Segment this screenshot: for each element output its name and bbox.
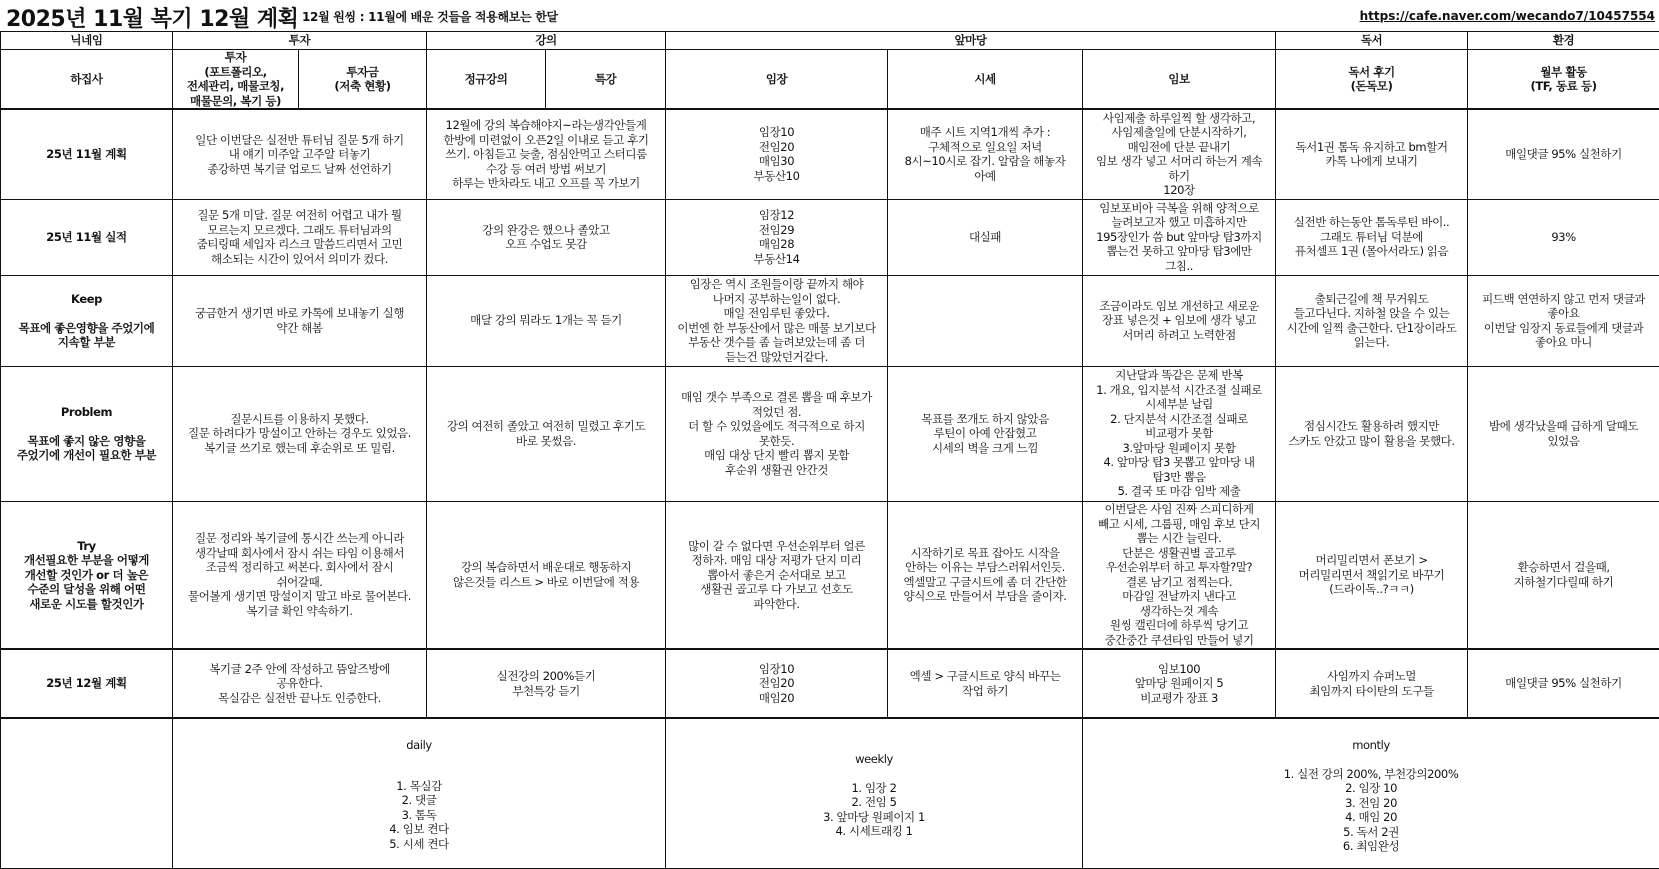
cell-imjang: 매임 갯수 부족으로 결론 뽑을 때 후보가 적었던 점. 더 할 수 있었을에도 적극적으로 하지 못한듯. 매임 대상 단지 빨리 뽑지 못함 후순위 생활권 안간것 [666, 366, 888, 501]
group-env: 환경 [1468, 32, 1659, 50]
group-header-row [1, 32, 1659, 50]
cell-reading: 점심시간도 활용하려 했지만 스카도 안갔고 많이 활용을 못했다. [1276, 366, 1468, 501]
row-label: 25년 12월 계획 [1, 649, 173, 718]
header-invest-money: 투자금 (저축 현황) [299, 50, 427, 110]
cell-reading: 출퇴근길에 책 무거워도 들고다닌다. 지하철 앉을 수 있는 시간에 일찍 출근한다. 단1장이라도 읽는다. [1276, 275, 1468, 366]
cell-invest: 질문 정리와 복기글에 통시간 쓰는게 아니라 생각날때 회사에서 잠시 쉬는 타임 이용해서 조금씩 정리하고 써본다. 회사에서 잠시 쉬어갈때. 물어볼게 생기면 망설이지 말고 바로 물어본다. 복기글 확인 약속하기. [173, 501, 427, 649]
header-special-lecture: 특강 [546, 50, 666, 110]
cafe-link[interactable]: https://cafe.naver.com/wecando7/10457554 [1360, 9, 1655, 23]
row-label: 25년 11월 계획 [1, 109, 173, 199]
monthly-title: montly [1085, 738, 1657, 753]
page-subtitle: 12월 원씽 : 11월에 배운 것들을 적용해보는 한달 [302, 8, 558, 25]
cell-imjang: 임장10 전임20 매임20 [666, 649, 888, 718]
cell-activity: 93% [1468, 199, 1659, 275]
row-keep [1, 275, 1659, 366]
row-label: Keep 목표에 좋은영향을 주었기에 지속할 부분 [1, 275, 173, 366]
cell-activity: 매일댓글 95% 실천하기 [1468, 109, 1659, 199]
cell-sise: 대실패 [888, 199, 1083, 275]
group-apmadang: 앞마당 [666, 32, 1276, 50]
cell-lecture: 12월에 강의 복습해야지~라는생각안들게 한방에 미련없이 오픈2일 이내로 듣고 후기 쓰기. 아침듣고 늦출, 점심안먹고 스터디룸 수강 등 여러 방법 써보기 하루는 반차라도 내고 오프를 꼭 가보기 [427, 109, 666, 199]
monthly-list: 1. 실전 강의 200%, 부천강의200% 2. 임장 10 3. 전임 20 4. 매임 20 5. 독서 2권 6. 최임완성 [1085, 767, 1657, 854]
daily-title: daily [175, 738, 663, 753]
header-reading: 독서 후기 (돈독모) [1276, 50, 1468, 110]
row-label: Try 개선필요한 부분을 어떻게 개선할 것인가 or 더 높은 수준의 달성을 위해 어떤 새로운 시도를 할것인가 [1, 501, 173, 649]
weekly-list: 1. 임장 2 2. 전임 5 3. 앞마당 원페이지 1 4. 시세트래킹 1 [668, 781, 1080, 839]
row-try [1, 501, 1659, 649]
header-nickname: 하집사 [1, 50, 173, 110]
cell-lecture: 실전강의 200%듣기 부천특강 듣기 [427, 649, 666, 718]
group-nickname: 닉네임 [1, 32, 173, 50]
routine-blank [1, 718, 173, 869]
cell-imjang: 임장10 전임20 매임30 부동산10 [666, 109, 888, 199]
cell-sise: 엑셀 > 구글시트로 양식 바꾸는 작업 하기 [888, 649, 1083, 718]
cell-imbo: 임보포비아 극복을 위해 양적으로 늘려보고자 했고 미흡하지만 195장인가 씀 but 앞마당 탑3까지 뽑는건 못하고 앞마당 탑3에만 그침.. [1083, 199, 1276, 275]
group-invest: 투자 [173, 32, 427, 50]
cell-activity: 밤에 생각났을때 급하게 달때도 있었음 [1468, 366, 1659, 501]
group-reading: 독서 [1276, 32, 1468, 50]
cell-sise [888, 275, 1083, 366]
cell-lecture: 강의 여전히 졸았고 여전히 밀렸고 후기도 바로 못썼음. [427, 366, 666, 501]
cell-invest: 궁금한거 생기면 바로 카톡에 보내놓기 실행 약간 해봄 [173, 275, 427, 366]
header-imjang: 임장 [666, 50, 888, 110]
header-regular-lecture: 정규강의 [427, 50, 546, 110]
cell-sise: 시작하기로 목표 잡아도 시작을 안하는 이유는 부담스러워서인듯. 엑셀말고 구글시트에 좀 더 간단한 양식으로 만들어서 부담을 줄이자. [888, 501, 1083, 649]
cell-invest: 복기글 2주 안에 작성하고 뜸알즈방에 공유한다. 목실감은 실전반 끝나도 인증한다. [173, 649, 427, 718]
cell-imbo: 사임제출 하루일찍 할 생각하고, 사임제출일에 단분시작하기, 매임전에 단분 끝내기 임보 생각 넣고 서머리 하는거 계속 하기 120장 [1083, 109, 1276, 199]
cell-imjang: 임장12 전임29 매임28 부동산14 [666, 199, 888, 275]
row-routine [1, 718, 1659, 869]
daily-list: 1. 목실감 2. 댓글 3. 톰독 4. 임보 켠다 5. 시세 켠다 [175, 779, 663, 852]
page-title: 2025년 11월 복기 12월 계획 [6, 2, 298, 33]
row-november-result [1, 199, 1659, 275]
row-problem [1, 366, 1659, 501]
cell-activity: 매일댓글 95% 실천하기 [1468, 649, 1659, 718]
cell-imjang: 많이 갈 수 없다면 우선순위부터 얼른 정하자. 매임 대상 저평가 단지 미리 뽑아서 좋은거 순서대로 보고 생활권 골고루 다 가보고 선호도 파악한다. [666, 501, 888, 649]
cell-imbo: 지난달과 똑같은 문제 반복 1. 개요, 입지분석 시간조절 실패로 시세부분 날림 2. 단지분석 시간조절 실패로 비교평가 못함 3.앞마당 원페이지 못함 4. 앞마당 탑3 못뽑고 앞마당 내 탑3만 뽑음 5. 결국 또 마감 임박 제출 [1083, 366, 1276, 501]
row-november-plan [1, 109, 1659, 199]
column-header-row [1, 50, 1659, 110]
cell-lecture: 강의 완강은 했으나 졸았고 오프 수업도 못감 [427, 199, 666, 275]
header-invest: 투자 (포트폴리오, 전세관리, 매물코칭, 매물문의, 복기 등) [173, 50, 299, 110]
cell-imbo: 임보100 앞마당 원페이지 5 비교평가 장표 3 [1083, 649, 1276, 718]
group-lecture: 강의 [427, 32, 666, 50]
row-label: 25년 11월 실적 [1, 199, 173, 275]
cell-sise: 목표를 쪼개도 하지 않았음 루틴이 아예 안잡혔고 시세의 벽을 크게 느낌 [888, 366, 1083, 501]
title-bar [0, 0, 1659, 31]
monthly-cell [1083, 718, 1659, 869]
cell-invest: 질문시트를 이용하지 못했다. 질문 하려다가 망설이고 안하는 경우도 있었음. 복기글 쓰기로 했는데 후순위로 또 밀림. [173, 366, 427, 501]
weekly-cell [666, 718, 1083, 869]
header-imbo: 임보 [1083, 50, 1276, 110]
row-december-plan [1, 649, 1659, 718]
cell-activity: 환승하면서 걸을때, 지하철기다릴때 하기 [1468, 501, 1659, 649]
cell-reading: 머리밀리면서 폰보기 > 머리밀리면서 책읽기로 바꾸기 (드라이독..?ㅋㅋ) [1276, 501, 1468, 649]
header-activity: 월부 활동 (TF, 동료 등) [1468, 50, 1659, 110]
cell-reading: 독서1권 톰독 유지하고 bm할거 카톡 나에게 보내기 [1276, 109, 1468, 199]
cell-reading: 사임까지 슈퍼노멀 최임까지 타이탄의 도구들 [1276, 649, 1468, 718]
row-label: Problem 목표에 좋지 않은 영향을 주었기에 개선이 필요한 부분 [1, 366, 173, 501]
cell-imbo: 조금이라도 임보 개선하고 새로운 장표 넣은것 + 임보에 생각 넣고 서머리 하려고 노력한점 [1083, 275, 1276, 366]
cell-invest: 질문 5개 미달. 질문 여전히 어렵고 내가 뭘 모르는지 모르겠다. 그래도 튜터님과의 줌티링때 세입자 리스크 말씀드리면서 고민 해소되는 시간이 있어서 의미가 컸다. [173, 199, 427, 275]
header-sise: 시세 [888, 50, 1083, 110]
daily-cell [173, 718, 666, 869]
cell-reading: 실전반 하는동안 톰독루틴 바이.. 그래도 튜터님 덕분에 퓨처셀프 1권 (몰아서라도) 읽음 [1276, 199, 1468, 275]
cell-activity: 피드백 연연하지 않고 먼저 댓글과 좋아요 이번달 임장지 동료들에게 댓글과 좋아요 마니 [1468, 275, 1659, 366]
cell-imjang: 임장은 역시 조원들이랑 끝까지 해야 나머지 공부하는일이 없다. 매일 전임루틴 좋았다. 이번엔 한 부동산에서 많은 매물 보기보다 부동산 갯수를 좀 늘려보았는데 좀 더 듣는건 많았던거같다. [666, 275, 888, 366]
cell-invest: 일단 이번달은 실전반 튜터님 질문 5개 하기 내 얘기 미주알 고주알 터놓기 종강하면 복기글 업로드 날짜 선언하기 [173, 109, 427, 199]
cell-lecture: 강의 복습하면서 배운대로 행동하지 않은것들 리스트 > 바로 이번달에 적용 [427, 501, 666, 649]
weekly-title: weekly [668, 752, 1080, 767]
cell-imbo: 이번달은 사임 진짜 스피디하게 빼고 시세, 그룹핑, 매임 후보 단지 뽑는 시간 늘린다. 단분은 생활권별 골고루 우선순위부터 하고 투자할?말? 결론 남기고 점찍는다. 마감일 전날까지 낸다고 생각하는것 계속 원씽 캘린더에 하루씩 당기고 중간중간 쿠션타임 만들어 넣기 [1083, 501, 1276, 649]
cell-lecture: 매달 강의 뭐라도 1개는 꼭 듣기 [427, 275, 666, 366]
cell-sise: 매주 시트 지역1개씩 추가 : 구체적으로 일요일 저녁 8시~10시로 잡기. 알람을 해놓자 아예 [888, 109, 1083, 199]
retrospective-table [0, 31, 1659, 869]
